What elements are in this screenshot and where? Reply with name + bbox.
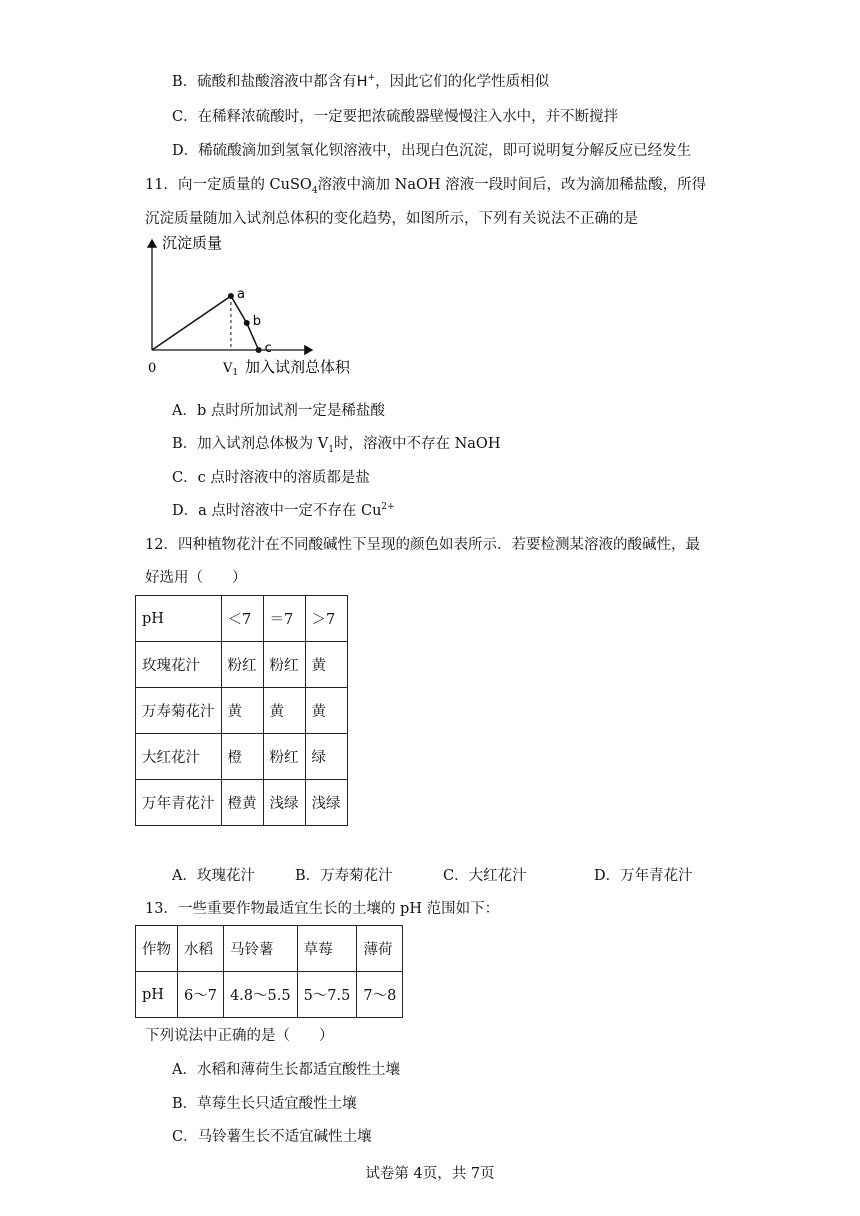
table-row [136,734,348,780]
table-row [136,642,348,688]
q12-stem-line2: 好选用（ ） [145,570,247,586]
table-cell: 作物 [136,926,178,972]
point-label-c: c [264,341,272,356]
table-row [136,688,348,734]
table-cell: 橙黄 [221,780,263,826]
table-cell: 黄 [221,688,263,734]
q11-stem-line2: 沉淀质量随加入试剂总体积的变化趋势，如图所示，下列有关说法不正确的是 [145,211,638,227]
q12-option-c: C．大红花汁 [443,868,527,884]
q11-option-d: D．a 点时溶液中一定不存在 $Cu^{2+}$ [172,502,395,519]
table-cell: 4.8～5.5 [223,972,297,1018]
q13-stem: 13．一些重要作物最适宜生长的土壤的 pH 范围如下： [145,901,500,917]
q11-option-a: A．b 点时所加试剂一定是稀盐酸 [172,403,385,419]
y-axis-label: 沉淀质量 [162,234,223,252]
table-cell: 玫瑰花汁 [136,642,222,688]
table-cell: 6～7 [178,972,224,1018]
v1-label: $V_1$ [222,361,239,378]
q13-option-a: A．水稻和薄荷生长都适宜酸性土壤 [172,1062,400,1078]
table-cell: 黄 [305,642,347,688]
point-label-b: b [252,313,262,329]
q10-option-c: C．在稀释浓硫酸时，一定要把浓硫酸器壁慢慢注入水中，并不断搅拌 [172,109,619,125]
q11-option-c: C．c 点时溶液中的溶质都是盐 [172,470,370,486]
table-cell: 粉红 [263,642,305,688]
table-cell: 5～7.5 [297,972,357,1018]
q12-option-d: D．万年青花汁 [594,868,693,884]
q11-option-b: B．加入试剂总体极为 $V_1$时，溶液中不存在 NaOH [172,436,501,455]
x-axis-label: 加入试剂总体积 [244,358,350,376]
point-a [228,293,234,299]
table-cell: 马铃薯 [223,926,297,972]
table-cell: pH [136,972,178,1018]
table-cell: 绿 [305,734,347,780]
table-row [136,780,348,826]
table-row [136,596,348,642]
table-cell: 万年青花汁 [136,780,222,826]
q13-option-b: B．草莓生长只适宜酸性土壤 [172,1096,357,1112]
table-cell: 大红花汁 [136,734,222,780]
page-footer: 试卷第 4页，共 7页 [365,1166,495,1182]
table-cell: 草莓 [297,926,357,972]
q12-options [172,866,732,886]
v1-subscript: 1 [232,368,239,378]
precipitate-chart [140,234,370,380]
q12-color-table [135,595,348,826]
origin-label: 0 [148,361,157,376]
table-cell: 粉红 [263,734,305,780]
table-cell: 黄 [305,688,347,734]
q12-option-b: B．万寿菊花汁 [295,868,393,884]
q10-option-d: D．稀硫酸滴加到氢氧化钡溶液中，出现白色沉淀，即可说明复分解反应已经发生 [172,143,692,159]
table-cell: 薄荷 [357,926,403,972]
table-cell: ＝7 [263,596,305,642]
q11-stem-line1: 11．向一定质量的 CuSO$_4$溶液中滴加 NaOH 溶液一段时间后，改为滴加稀盐酸，所得 [145,177,707,196]
q13-ph-table [135,925,403,1018]
table-cell: 橙 [221,734,263,780]
q13-prompt: 下列说法中正确的是（ ） [145,1028,334,1044]
table-cell: ＞7 [305,596,347,642]
table-cell: 水稻 [178,926,224,972]
point-c [256,347,262,353]
q10-option-b: B．硫酸和盐酸溶液中都含有H+，因此它们的化学性质相似 [172,73,550,90]
point-b [244,320,250,326]
table-cell: 浅绿 [305,780,347,826]
table-cell: pH [136,596,222,642]
table-cell: 黄 [263,688,305,734]
table-row [136,972,403,1018]
table-cell: 浅绿 [263,780,305,826]
table-row [136,926,403,972]
chart-svg [140,234,370,380]
q13-option-c: C．马铃薯生长不适宜碱性土壤 [172,1129,372,1145]
q12-stem-line1: 12．四种植物花汁在不同酸碱性下呈现的颜色如表所示．若要检测某溶液的酸碱性，最 [145,537,700,553]
point-label-a: a [236,286,245,302]
table-cell: 粉红 [221,642,263,688]
table-cell: ＜7 [221,596,263,642]
q12-option-a: A．玫瑰花汁 [172,868,255,884]
table-cell: 万寿菊花汁 [136,688,222,734]
table-cell: 7～8 [357,972,403,1018]
series-line [152,296,262,350]
